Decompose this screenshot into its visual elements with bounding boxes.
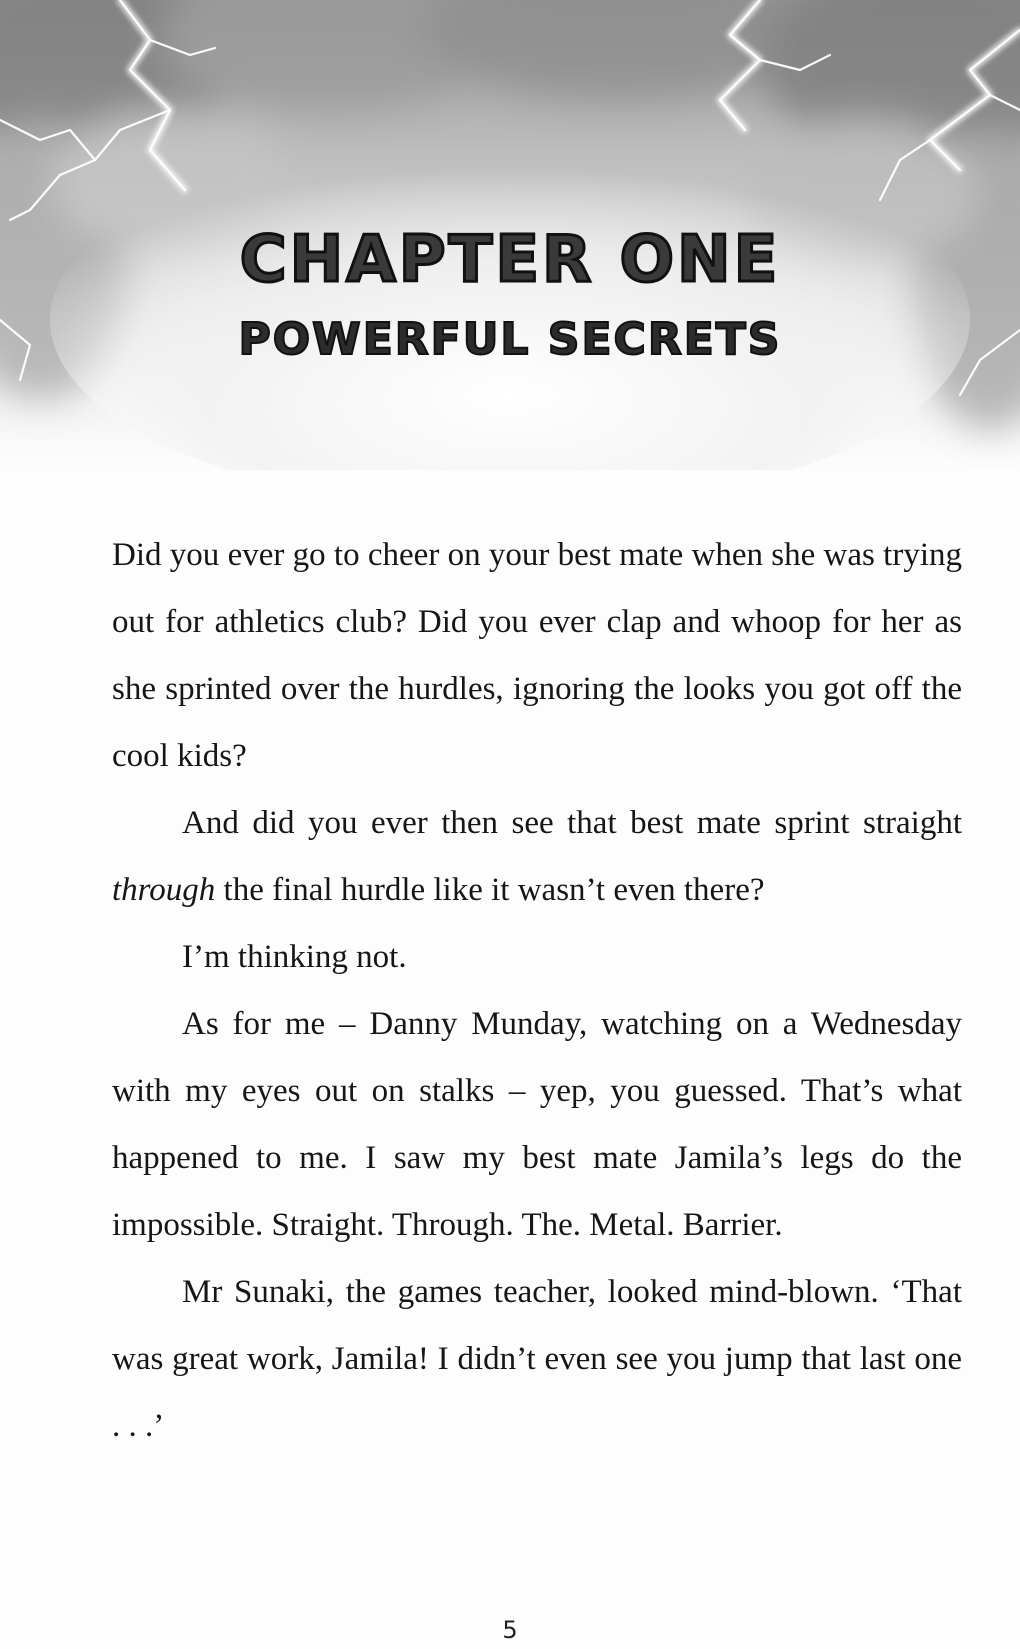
- paragraph: [112, 522, 962, 790]
- paragraph-text: Did you ever go to cheer on your best mate when she was trying out for athletics club? Did you ever clap and whoop for her as she sprinted over the hurdles, ignoring the looks you got off the cool kids?: [112, 537, 962, 774]
- paragraph-text: Mr Sunaki, the games teacher, looked mind-blown. ‘That was great work, Jamila! I didn’t even see you jump that last one . . .’: [112, 1274, 962, 1444]
- paragraph: [112, 1259, 962, 1460]
- paragraph: [112, 924, 962, 991]
- chapter-subtitle: POWERFUL SECRETS: [238, 314, 782, 365]
- paragraph-text: I’m thinking not.: [182, 939, 407, 975]
- paragraph: [112, 790, 962, 924]
- page-number: 5: [502, 1616, 518, 1644]
- paragraph: [112, 991, 962, 1259]
- chapter-body-text: [112, 522, 962, 1460]
- paragraph-text: And did you ever then see that best mate sprint straight: [182, 805, 962, 841]
- chapter-title: CHAPTER ONE: [239, 223, 781, 297]
- paragraph-text: the final hurdle like it wasn’t even there?: [215, 872, 765, 908]
- paragraph-text: As for me – Danny Munday, watching on a Wednesday with my eyes out on stalks – yep, you guessed. That’s what happened to me. I saw my best mate Jamila’s legs do the impossible. Straight. Through. The. Metal. Barrier.: [112, 1006, 962, 1243]
- italic-text: through: [112, 872, 216, 908]
